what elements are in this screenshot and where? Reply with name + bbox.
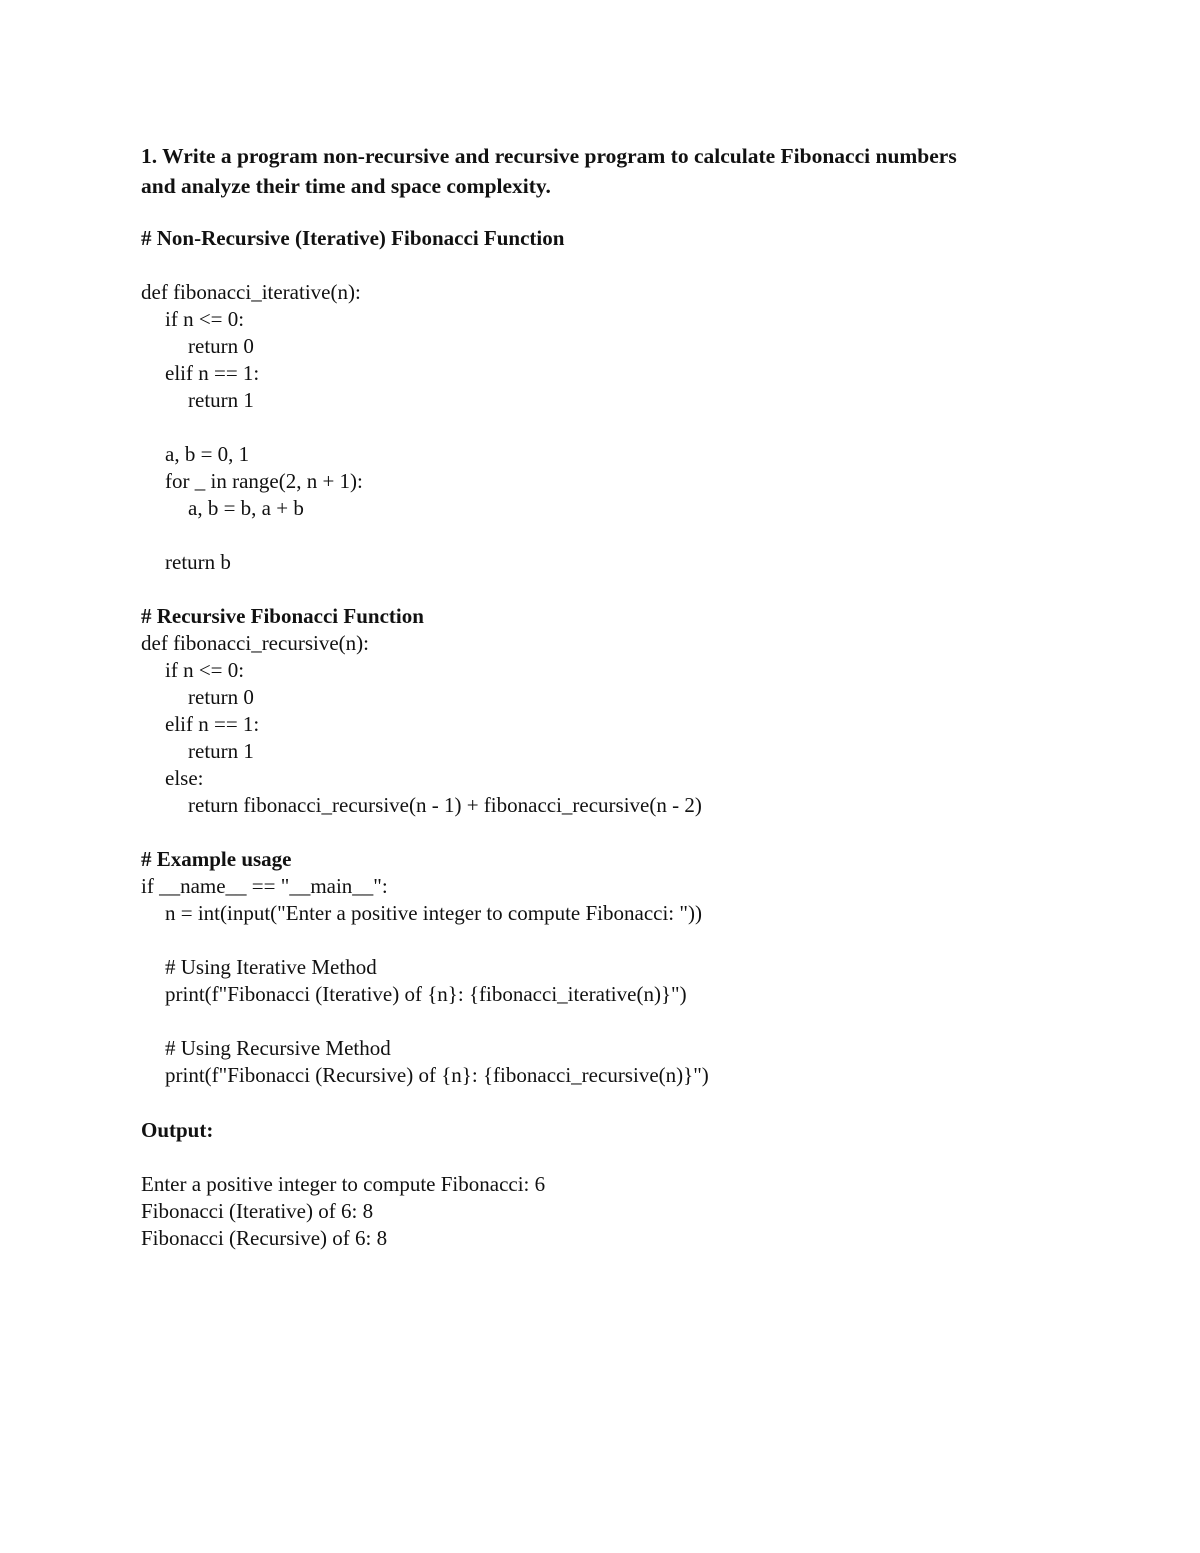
question-line-2: and analyze their time and space complexity. — [141, 174, 551, 198]
question-line-1: 1. Write a program non-recursive and recursive program to calculate Fibonacci numbers — [141, 144, 957, 168]
example-heading: # Example usage — [141, 847, 292, 871]
code-line: for _ in range(2, n + 1): — [165, 469, 363, 493]
code-line: a, b = 0, 1 — [165, 442, 250, 466]
code-line: else: — [165, 766, 204, 790]
code-comment: # Using Recursive Method — [165, 1036, 391, 1060]
code-line: def fibonacci_recursive(n): — [141, 631, 369, 655]
recursive-heading: # Recursive Fibonacci Function — [141, 604, 424, 628]
code-line: return 1 — [188, 739, 254, 763]
code-line: return 0 — [188, 334, 254, 358]
output-line: Fibonacci (Iterative) of 6: 8 — [141, 1199, 374, 1223]
code-line: elif n == 1: — [165, 361, 260, 385]
output-line: Enter a positive integer to compute Fibonacci: 6 — [141, 1172, 546, 1196]
code-line: return 1 — [188, 388, 254, 412]
code-line: n = int(input("Enter a positive integer to compute Fibonacci: ")) — [165, 901, 702, 925]
code-line: def fibonacci_iterative(n): — [141, 280, 361, 304]
iterative-heading: # Non-Recursive (Iterative) Fibonacci Function — [141, 226, 565, 250]
code-line: elif n == 1: — [165, 712, 260, 736]
output-line: Fibonacci (Recursive) of 6: 8 — [141, 1226, 388, 1250]
code-line: a, b = b, a + b — [188, 496, 304, 520]
output-heading: Output: — [141, 1118, 214, 1142]
code-line: print(f"Fibonacci (Iterative) of {n}: {fibonacci_iterative(n)}") — [165, 982, 687, 1006]
code-comment: # Using Iterative Method — [165, 955, 377, 979]
code-line: print(f"Fibonacci (Recursive) of {n}: {fibonacci_recursive(n)}") — [165, 1063, 709, 1087]
code-line: if n <= 0: — [165, 307, 245, 331]
code-line: return 0 — [188, 685, 254, 709]
code-line: return fibonacci_recursive(n - 1) + fibonacci_recursive(n - 2) — [188, 793, 702, 817]
code-line: return b — [165, 550, 231, 574]
code-line: if __name__ == "__main__": — [141, 874, 388, 898]
code-line: if n <= 0: — [165, 658, 245, 682]
